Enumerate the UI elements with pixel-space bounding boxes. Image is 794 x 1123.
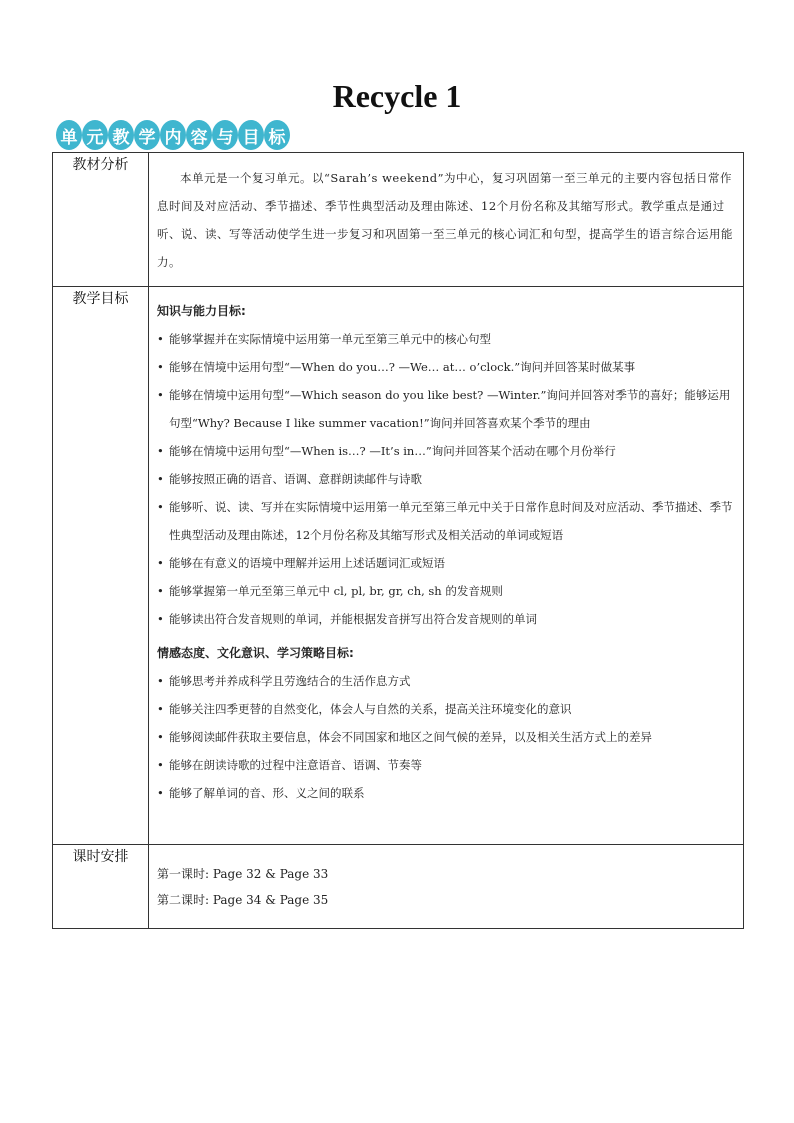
lesson-plan-table xyxy=(52,152,744,929)
page-title: Recycle 1 xyxy=(332,78,462,114)
schedule-line: 第一课时: Page 32 & Page 33 xyxy=(157,866,329,881)
material-analysis-label: 教材分析 xyxy=(53,153,149,287)
goal-item: • 能够阅读邮件获取主要信息，体会不同国家和地区之间气候的差异，以及相关生活方式上的差异 xyxy=(157,723,735,751)
knowledge-ability-heading: 知识与能力目标: xyxy=(157,304,246,318)
goal-item: • 能够了解单词的音、形、义之间的联系 xyxy=(157,779,735,807)
goal-item: • 能够按照正确的语音、语调、意群朗读邮件与诗歌 xyxy=(157,465,735,493)
goal-item: • 能够掌握并在实际情境中运用第一单元至第三单元中的核心句型 xyxy=(157,325,735,353)
section-header-char: 学 xyxy=(134,120,160,150)
goal-item: • 能够在情境中运用句型“—When is…? —It’s in…”询问并回答某个活动在哪个月份举行 xyxy=(157,437,735,465)
section-header-char: 教 xyxy=(108,120,134,150)
material-analysis-cell xyxy=(149,153,744,287)
goal-item: • 能够在情境中运用句型“—When do you…? —We… at… o’clock.”询问并回答某时做某事 xyxy=(157,353,735,381)
goal-item: • 能够在情境中运用句型“—Which season do you like best? —Winter.”询问并回答对季节的喜好；能够运用句型“Why? Because I like summer vacation!”询问并回答喜欢某个季节的理由 xyxy=(157,381,735,437)
material-analysis-text: 本单元是一个复习单元。以“Sarah’s weekend”为中心，复习巩固第一至三单元的主要内容包括日常作息时间及对应活动、季节描述、季节性典型活动及理由陈述、12个月份名称及其缩写形式。教学重点是通过听、说、读、写等活动使学生进一步复习和巩固第一至三单元的核心词汇和句型，提高学生的语言综合运用能力。 xyxy=(157,170,733,269)
goal-item: • 能够掌握第一单元至第三单元中 cl, pl, br, gr, ch, sh 的发音规则 xyxy=(157,577,735,605)
section-header-char: 标 xyxy=(264,120,290,150)
section-header-char: 目 xyxy=(238,120,264,150)
teaching-goals-cell xyxy=(149,287,744,845)
affective-culture-strategy-heading: 情感态度、文化意识、学习策略目标: xyxy=(157,646,354,660)
schedule-cell xyxy=(149,845,744,929)
goal-item: • 能够读出符合发音规则的单词，并能根据发音拼写出符合发音规则的单词 xyxy=(157,605,735,633)
schedule-line: 第二课时: Page 34 & Page 35 xyxy=(157,892,329,907)
material-analysis-row xyxy=(53,153,744,287)
section-header-char: 容 xyxy=(186,120,212,150)
section-header-char: 元 xyxy=(82,120,108,150)
goal-item: • 能够在朗读诗歌的过程中注意语音、语调、节奏等 xyxy=(157,751,735,779)
teaching-goals-label: 教学目标 xyxy=(53,287,149,845)
goal-item: • 能够听、说、读、写并在实际情境中运用第一单元至第三单元中关于日常作息时间及对应活动、季节描述、季节性典型活动及理由陈述，12个月份名称及其缩写形式及相关活动的单词或短语 xyxy=(157,493,735,549)
teaching-goals-row xyxy=(53,287,744,845)
section-header-char: 单 xyxy=(56,120,82,150)
goal-item: • 能够关注四季更替的自然变化，体会人与自然的关系，提高关注环境变化的意识 xyxy=(157,695,735,723)
section-header-unit-content xyxy=(56,120,306,152)
section-header-char: 内 xyxy=(160,120,186,150)
section-header-char: 与 xyxy=(212,120,238,150)
goal-item: • 能够思考并养成科学且劳逸结合的生活作息方式 xyxy=(157,667,735,695)
schedule-row xyxy=(53,845,744,929)
schedule-label: 课时安排 xyxy=(53,845,149,929)
goal-item: • 能够在有意义的语境中理解并运用上述话题词汇或短语 xyxy=(157,549,735,577)
